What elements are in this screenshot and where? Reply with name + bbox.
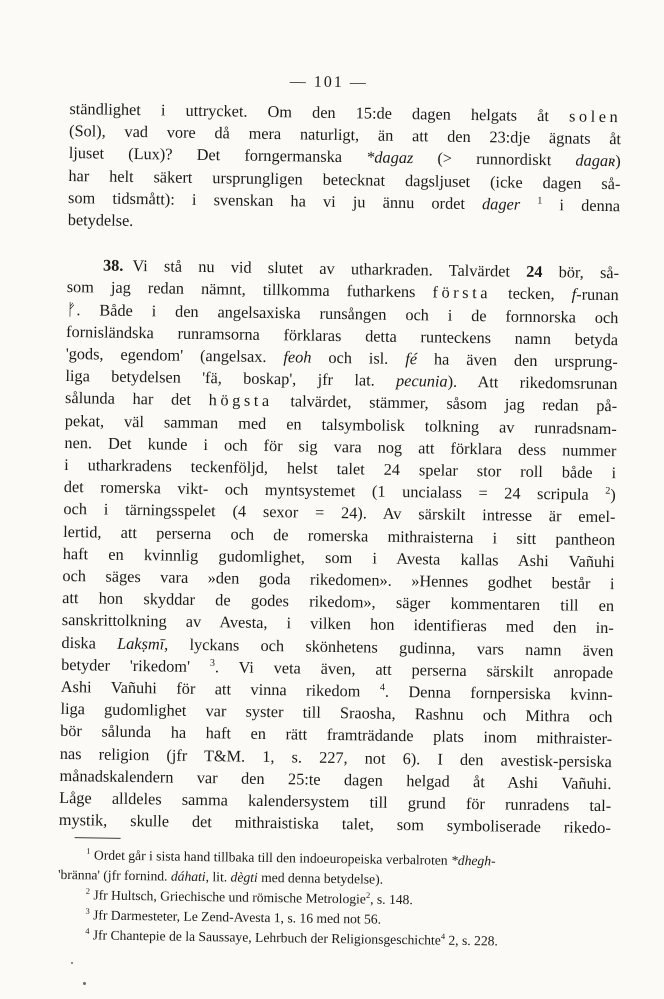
text-segment: dáhati [170, 868, 206, 884]
text-segment: solen [568, 106, 622, 127]
text-segment: , lit. [205, 868, 231, 884]
text-segment: 3 [85, 905, 90, 916]
text-segment: 'bränna' (jfr fornind. [57, 866, 172, 884]
text-segment: och säges vara »den goda rikedomen». »Hennes godhet består i [62, 566, 615, 594]
ink-speck [71, 962, 73, 964]
text-segment: 2 [365, 889, 371, 900]
text-segment: 2 [85, 885, 91, 896]
text-segment: 3 [209, 657, 216, 669]
text-segment: att hon skyddar de godes rikedom», säger kommentaren till en [62, 588, 615, 616]
text-segment: 'gods, egendom' (angelsax. [65, 344, 284, 367]
text-segment: lertid, att perserna och de romerska mithraisterna i sitt pantheon [63, 521, 616, 549]
text-segment: högsta [208, 390, 273, 411]
text-segment: månadskalendern var den 25:te dagen helgad åt Ashi Vañuhi. [59, 765, 612, 794]
text-segment: ha även den ursprung- [416, 349, 618, 372]
paragraph-continuation [68, 98, 622, 239]
text-segment: ständlighet i uttrycket. Om den 15:de dagen helgats åt [69, 98, 570, 126]
text-segment: f [571, 284, 577, 304]
text-segment: ). Att rikedomsrunan [447, 371, 618, 394]
text-segment: talvärdet, stämmer, såsom jag redan på- [272, 391, 618, 416]
text-segment: dagaʀ [575, 150, 616, 171]
footnote-separator [75, 837, 121, 839]
text-segment: har helt säkert ursprungligen betecknat dagsljuset (icke dagen så- [68, 165, 621, 193]
text-segment: det romerska vikt- och myntsystemet (1 uncialass = 24 scripula [63, 477, 606, 505]
text-segment: sanskrittolkning av Avesta, i vilken hon identifieras med den in- [61, 610, 614, 638]
text-segment: *dagaz [366, 147, 414, 168]
text-segment: 38. [102, 255, 124, 276]
text-segment: fornisländska runramsorna förklaras detta runteckens namn betyda [65, 321, 619, 349]
text-segment: Jfr Hultsch, Griechische und römische Metrologie [89, 886, 367, 906]
text-segment: , lyckans och skönhetens gudinna, vars namn även [164, 634, 614, 660]
text-segment: 4 [85, 925, 90, 936]
text-segment: som tidsmått): i svenskan ha vi ju ännu ordet [67, 187, 483, 213]
text-segment: 1 [86, 845, 91, 856]
text-segment: (> runnordiskt [413, 148, 576, 170]
text-segment: betyder 'rikedom' [61, 654, 211, 677]
ink-speck [83, 982, 86, 985]
text-segment: mystik, skulle det mithraistiska talet, som symboliserade rikedo- [58, 810, 611, 838]
text-segment: Lakṣmī [117, 633, 165, 654]
text-segment: *dhegh- [450, 852, 496, 868]
text-segment: med denna betydelse). [257, 869, 384, 887]
fehu-rune-glyph: ᚠ [66, 299, 77, 319]
text-segment: och i tärningsspelet (4 sexor = 24). Av särskilt intresse är emel- [63, 499, 616, 527]
text-segment: diska [61, 632, 118, 653]
text-segment: dager [481, 193, 521, 214]
text-segment: pecunia [395, 371, 448, 391]
text-segment: ) [610, 485, 616, 505]
text-segment: betydelse. [67, 210, 134, 230]
text-segment: i utharkradens teckenföljd, helst talet 24 spelar stor roll både i [64, 455, 617, 483]
page-number: — 101 — [289, 73, 368, 92]
text-segment: -runan [576, 284, 619, 305]
text-segment: pekat, väl samman med en talsymbolisk tolkning av runradsnam- [64, 410, 617, 438]
text-segment: liga gudomlighet var syster till Sraosha, Rashnu och Mithra och [60, 699, 613, 727]
text-segment: feoh [283, 347, 312, 367]
text-segment: 1 [537, 195, 543, 207]
text-segment: Vi stå nu vid slutet av utharkraden. Talvärdet [132, 256, 527, 282]
text-segment: . Både i den angelsaxiska runsången och i de fornnorska och [76, 299, 619, 327]
text-segment: 2 [605, 485, 611, 497]
text-segment: nas religion (jfr T&M. 1, s. 227, not 6). I den avestisk-persiska [59, 743, 612, 771]
text-segment: . Vi veta även, att perserna särskilt anropade [214, 657, 614, 682]
text-segment: sålunda har det [64, 388, 209, 410]
text-segment: fé [405, 349, 418, 369]
text-segment: nen. Det kunde i och för sig vara nog att förklara dess nummer [64, 432, 617, 460]
text-segment: 2, s. 228. [444, 932, 499, 948]
text-segment: 24 [526, 262, 543, 282]
text-segment: som jag redan nämnt, tillkomma futharkens [66, 277, 433, 302]
text-segment: , s. 148. [370, 891, 413, 907]
text-segment: 4 [440, 930, 446, 941]
text-segment: dègti [230, 868, 258, 885]
text-segment: 4 [379, 682, 386, 694]
text-segment: Ordet går i sista hand tillbaka till den indoeuropeiska verbalroten [90, 846, 452, 868]
text-segment: (Sol), vad vore då mera naturligt, än att den 23:dje ägnats åt [68, 121, 622, 149]
text-segment: haft en kvinnlig gudomlighet, som i Avesta kallas Ashi Vañuhi [62, 543, 615, 571]
text-segment: i denna [542, 194, 621, 215]
text-segment: Jfr Darmesteter, Le Zend-Avesta 1, s. 16 med not 56. [89, 906, 382, 927]
text-segment: första [432, 282, 492, 303]
book-page [57, 70, 622, 953]
text-segment: . Denna fornpersiska kvinn- [384, 681, 613, 705]
text-segment [520, 195, 537, 214]
text-segment: tecken, [490, 283, 572, 304]
text-segment: ) [615, 151, 621, 171]
paragraph-section-38 [59, 254, 620, 839]
text-segment: Låge alldeles samma kalendersystem till grund för runradens tal- [59, 788, 612, 816]
text-segment: bör, så- [542, 262, 620, 283]
text-segment: Ashi Vañuhi för att vinna rikedom [60, 677, 380, 701]
text-segment: bör sålunda ha haft en rätt framträdande plats inom mithraister- [60, 721, 613, 749]
text-segment: och isl. [311, 347, 406, 369]
text-segment: Jfr Chantepie de la Saussaye, Lehrbuch der Religionsgeschichte [89, 926, 441, 948]
text-segment: liga betydelsen 'fä, boskap', jfr lat. [65, 366, 397, 391]
text-segment: ljuset (Lux)? Det forngermanska [68, 143, 367, 167]
